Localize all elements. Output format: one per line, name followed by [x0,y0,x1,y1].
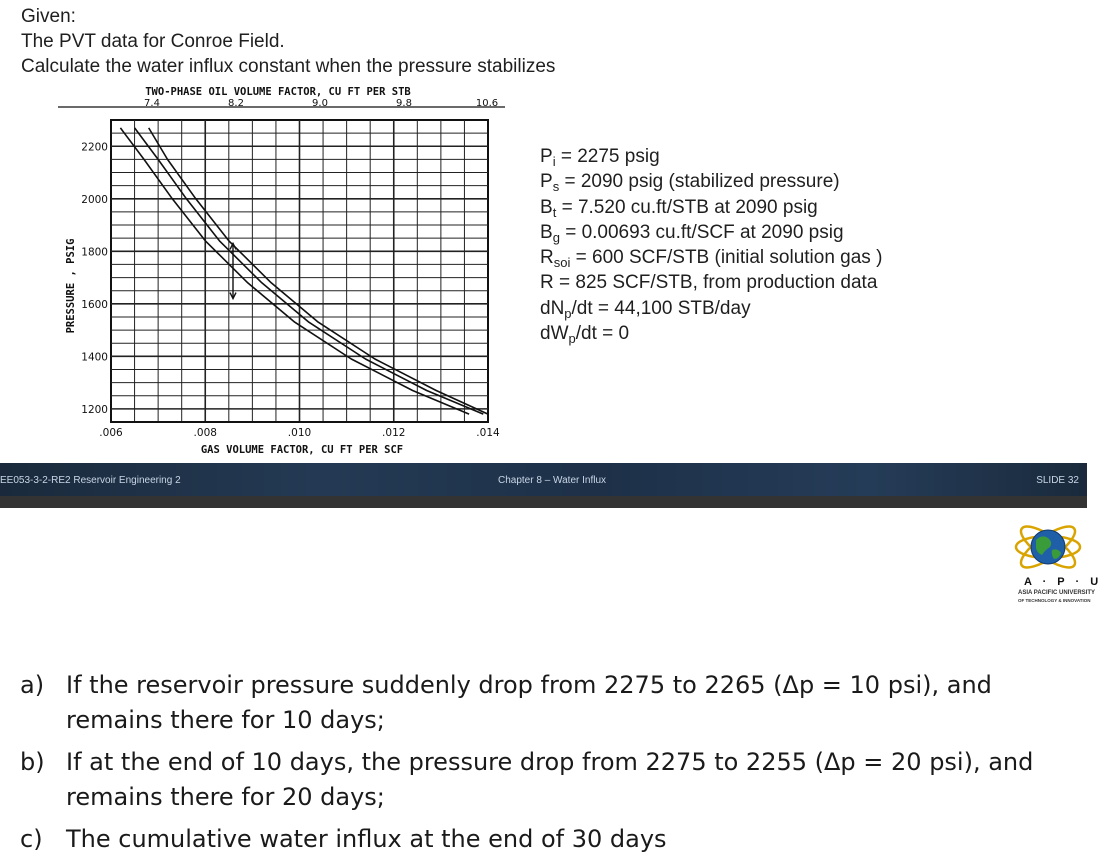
logo-text: A · P · U [1024,576,1102,588]
question-label: c) [20,825,43,853]
top-tick-label: 9.8 [396,98,412,109]
x-axis-label: GAS VOLUME FACTOR, CU FT PER SCF [200,444,404,456]
given-block [21,4,555,79]
pvt-chart [0,80,520,460]
footer-slide-number: SLIDE 32 [1036,475,1079,486]
question-label: a) [20,671,45,699]
chart-title: TWO-PHASE OIL VOLUME FACTOR, CU FT PER STB [145,86,411,98]
x-tick-label: .014 [476,427,500,439]
parameter-line: $R_{soi} = 600$ SCF/STB (initial solution gas ) [540,247,883,271]
y-axis-label: PRESSURE , PSIG [65,238,77,334]
x-tick-label: .012 [382,427,406,439]
parameter-line: $B_t = 7.520$ cu.ft/STB at 2090 psig [540,196,818,220]
chart-curves [120,128,488,414]
y-tick-label: 2200 [81,141,108,154]
question-item [20,822,1080,857]
parameter-line: R = 825 SCF/STB, from production data [540,272,878,294]
logo-subtitle: ASIA PACIFIC UNIVERSITY OF TECHNOLOGY & INNOVATION [1018,590,1096,603]
question-item [20,668,1080,738]
question-list [20,668,1080,864]
x-tick-label: .008 [193,427,217,439]
top-tick-label: 10.6 [475,98,499,109]
y-tick-label: 2000 [81,193,108,206]
top-tick-label: 9.0 [312,98,328,109]
parameter-line: $P_i = 2275$ psig [540,146,660,169]
curve-line [120,128,469,414]
y-tick-label: 1600 [81,298,108,311]
parameter-line: $dN_p/dt = 44,100$ STB/day [540,297,751,321]
x-tick-label: .006 [99,427,123,439]
slide-footer [0,463,1087,496]
given-line-pvt: The PVT data for Conroe Field. [21,31,285,52]
top-tick-label: 8.2 [228,98,244,109]
footer-strip [0,496,1087,508]
given-parameters [540,144,890,346]
y-tick-label: 1800 [81,246,108,259]
given-label: Given: [21,6,76,27]
x-tick-label: .010 [287,427,312,439]
question-item [20,745,1080,815]
question-text: If the reservoir pressure suddenly drop from 2275 to 2265 (Δp = 10 psi), and remains there for 10 days; [66,671,992,734]
curve-line [149,128,488,414]
question-text: The cumulative water influx at the end of 30 days [66,825,667,853]
given-line-task: Calculate the water influx constant when the pressure stabilizes [21,56,556,77]
question-label: b) [20,748,45,776]
parameter-line: $dW_p/dt = 0$ [540,323,630,347]
question-text: If at the end of 10 days, the pressure drop from 2275 to 2255 (Δp = 20 psi), and remains there for 20 days; [66,748,1034,811]
y-tick-label: 1400 [81,351,108,364]
footer-chapter: Chapter 8 – Water Influx [498,475,607,486]
parameter-line: $P_s = 2090$ psig (stabilized pressure) [540,171,840,195]
top-tick-label: 7.4 [144,98,160,109]
chart-ticks [81,98,500,439]
chart-grid [58,107,505,422]
y-tick-label: 1200 [81,403,108,416]
curve-line [135,128,484,414]
parameter-line: $B_g = 0.00693$ cu.ft/SCF at 2090 psig [540,221,844,245]
footer-course: EE053-3-2-RE2 Reservoir Engineering 2 [0,475,181,486]
university-logo-icon [1010,516,1087,578]
